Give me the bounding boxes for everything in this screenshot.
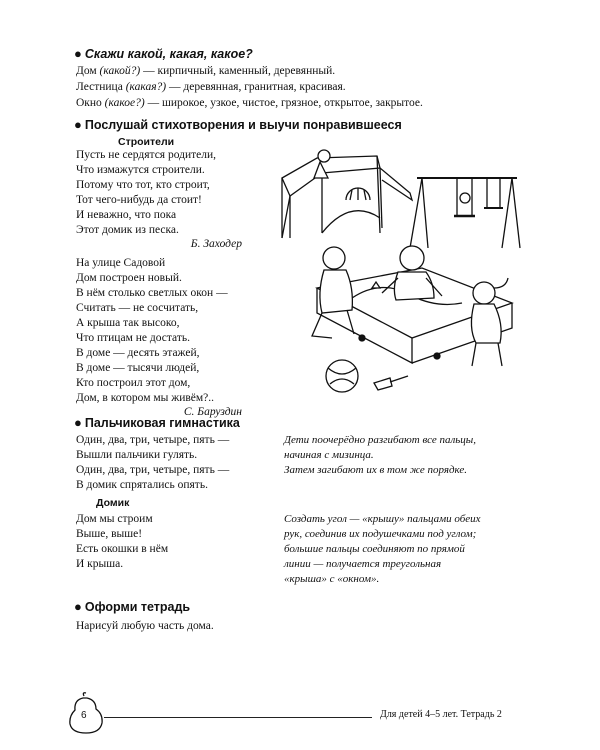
heading-text: Скажи какой, какая, какое? [84,47,253,61]
bullet-icon: ● [74,46,82,61]
finger-rhyme-1 [76,433,229,493]
adjective-line [76,96,423,111]
sandbox-illustration [262,138,524,400]
instruction-line: начиная с мизинца. [284,449,374,461]
poem-author: С. Баруздин [183,406,242,418]
line-rest: — деревянная, гранитная, красивая. [169,81,346,93]
adjective-line [76,64,335,79]
line-word: Дом [76,65,97,77]
poem-line: Тот чего-нибудь да стоит! [76,194,202,206]
poem-line: На улице Садовой [76,257,166,269]
poem-line: И неважно, что пока [76,209,177,221]
poem-line: В доме — тысячи людей, [76,362,200,374]
bullet-icon: ● [74,599,82,614]
footer-text: Для детей 4–5 лет. Тетрадь 2 [380,709,502,720]
line-question: (какой?) [99,65,141,77]
poem-line: Что измажутся строители. [76,164,205,176]
poem-line: Что птицам не достать. [76,332,190,344]
bullet-icon: ● [74,117,82,132]
rhyme-line: Один, два, три, четыре, пять — [76,434,230,446]
ball-and-shovel-drawing [326,360,408,392]
rhyme-title: Домик [96,497,130,509]
poem-title: Строители [118,136,175,148]
poem-line: А крыша так высоко, [76,317,180,329]
adjective-line [76,80,346,95]
line-rest: — кирпичный, каменный, деревянный. [143,65,336,77]
swing-set-drawing [410,178,520,248]
instruction-line: Затем загибают их в том же порядке. [284,464,468,476]
poem-line: Кто построил этот дом, [76,377,191,389]
bullet-icon: ● [74,415,82,430]
rhyme-line: И крыша. [76,558,124,570]
rhyme-line: Есть окошки в нём [76,543,169,555]
poem-line: Дом построен новый. [76,272,182,284]
slide-drawing [282,150,412,238]
poem-line: Дом, в котором мы живём?.. [76,392,215,404]
poem-1 [76,148,216,238]
line-word: Окно [76,97,102,109]
instruction-line: линии — получается треугольная [284,558,442,570]
poem-line: Потому что тот, кто строит, [76,179,210,191]
finger-instruction-2 [284,512,481,587]
poem-line: В доме — десять этажей, [76,347,200,359]
rhyme-line: Дом мы строим [76,513,153,525]
poem-line: Считать — не сосчитать, [76,302,199,314]
line-word: Лестница [76,81,123,93]
instruction-line: «крыша» с «окном». [284,573,380,585]
poem-author: Б. Заходер [190,238,242,250]
page-number: 6 [81,710,87,721]
poem-line: Пусть не сердятся родители, [76,149,217,161]
notebook-task: Нарисуй любую часть дома. [76,620,214,632]
poem-line: В нём столько светлых окон — [76,287,228,299]
heading-text: Пальчиковая гимнастика [84,416,240,430]
section-heading-finger-gym [74,415,240,430]
section-heading-adjectives [74,46,253,61]
instruction-line: Создать угол — «крышу» пальцами обеих [284,513,481,525]
line-question: (какая?) [125,81,167,93]
rhyme-line: Выше, выше! [76,528,143,540]
finger-instruction-1 [284,433,476,478]
heading-text: Оформи тетрадь [84,600,191,614]
rhyme-line: В домик спрятались опять. [76,479,208,491]
poem-2 [76,256,228,406]
section-heading-poems [74,117,402,132]
rhyme-line: Один, два, три, четыре, пять — [76,464,230,476]
footer-rule [104,717,372,718]
line-question: (какое?) [104,97,145,109]
rhyme-line: Вышли пальчики гулять. [76,449,198,461]
instruction-line: большие пальцы соединяют по прямой [284,543,465,555]
section-heading-notebook [74,599,190,614]
instruction-line: рук, соединив их подушечками под углом; [284,528,477,540]
finger-rhyme-2 [76,512,168,572]
line-rest: — широкое, узкое, чистое, грязное, открытое, закрытое. [147,97,423,109]
poem-line: Этот домик из песка. [76,224,179,236]
heading-text: Послушай стихотворения и выучи понравившееся [84,118,402,132]
instruction-line: Дети поочерёдно разгибают все пальцы, [284,434,476,446]
